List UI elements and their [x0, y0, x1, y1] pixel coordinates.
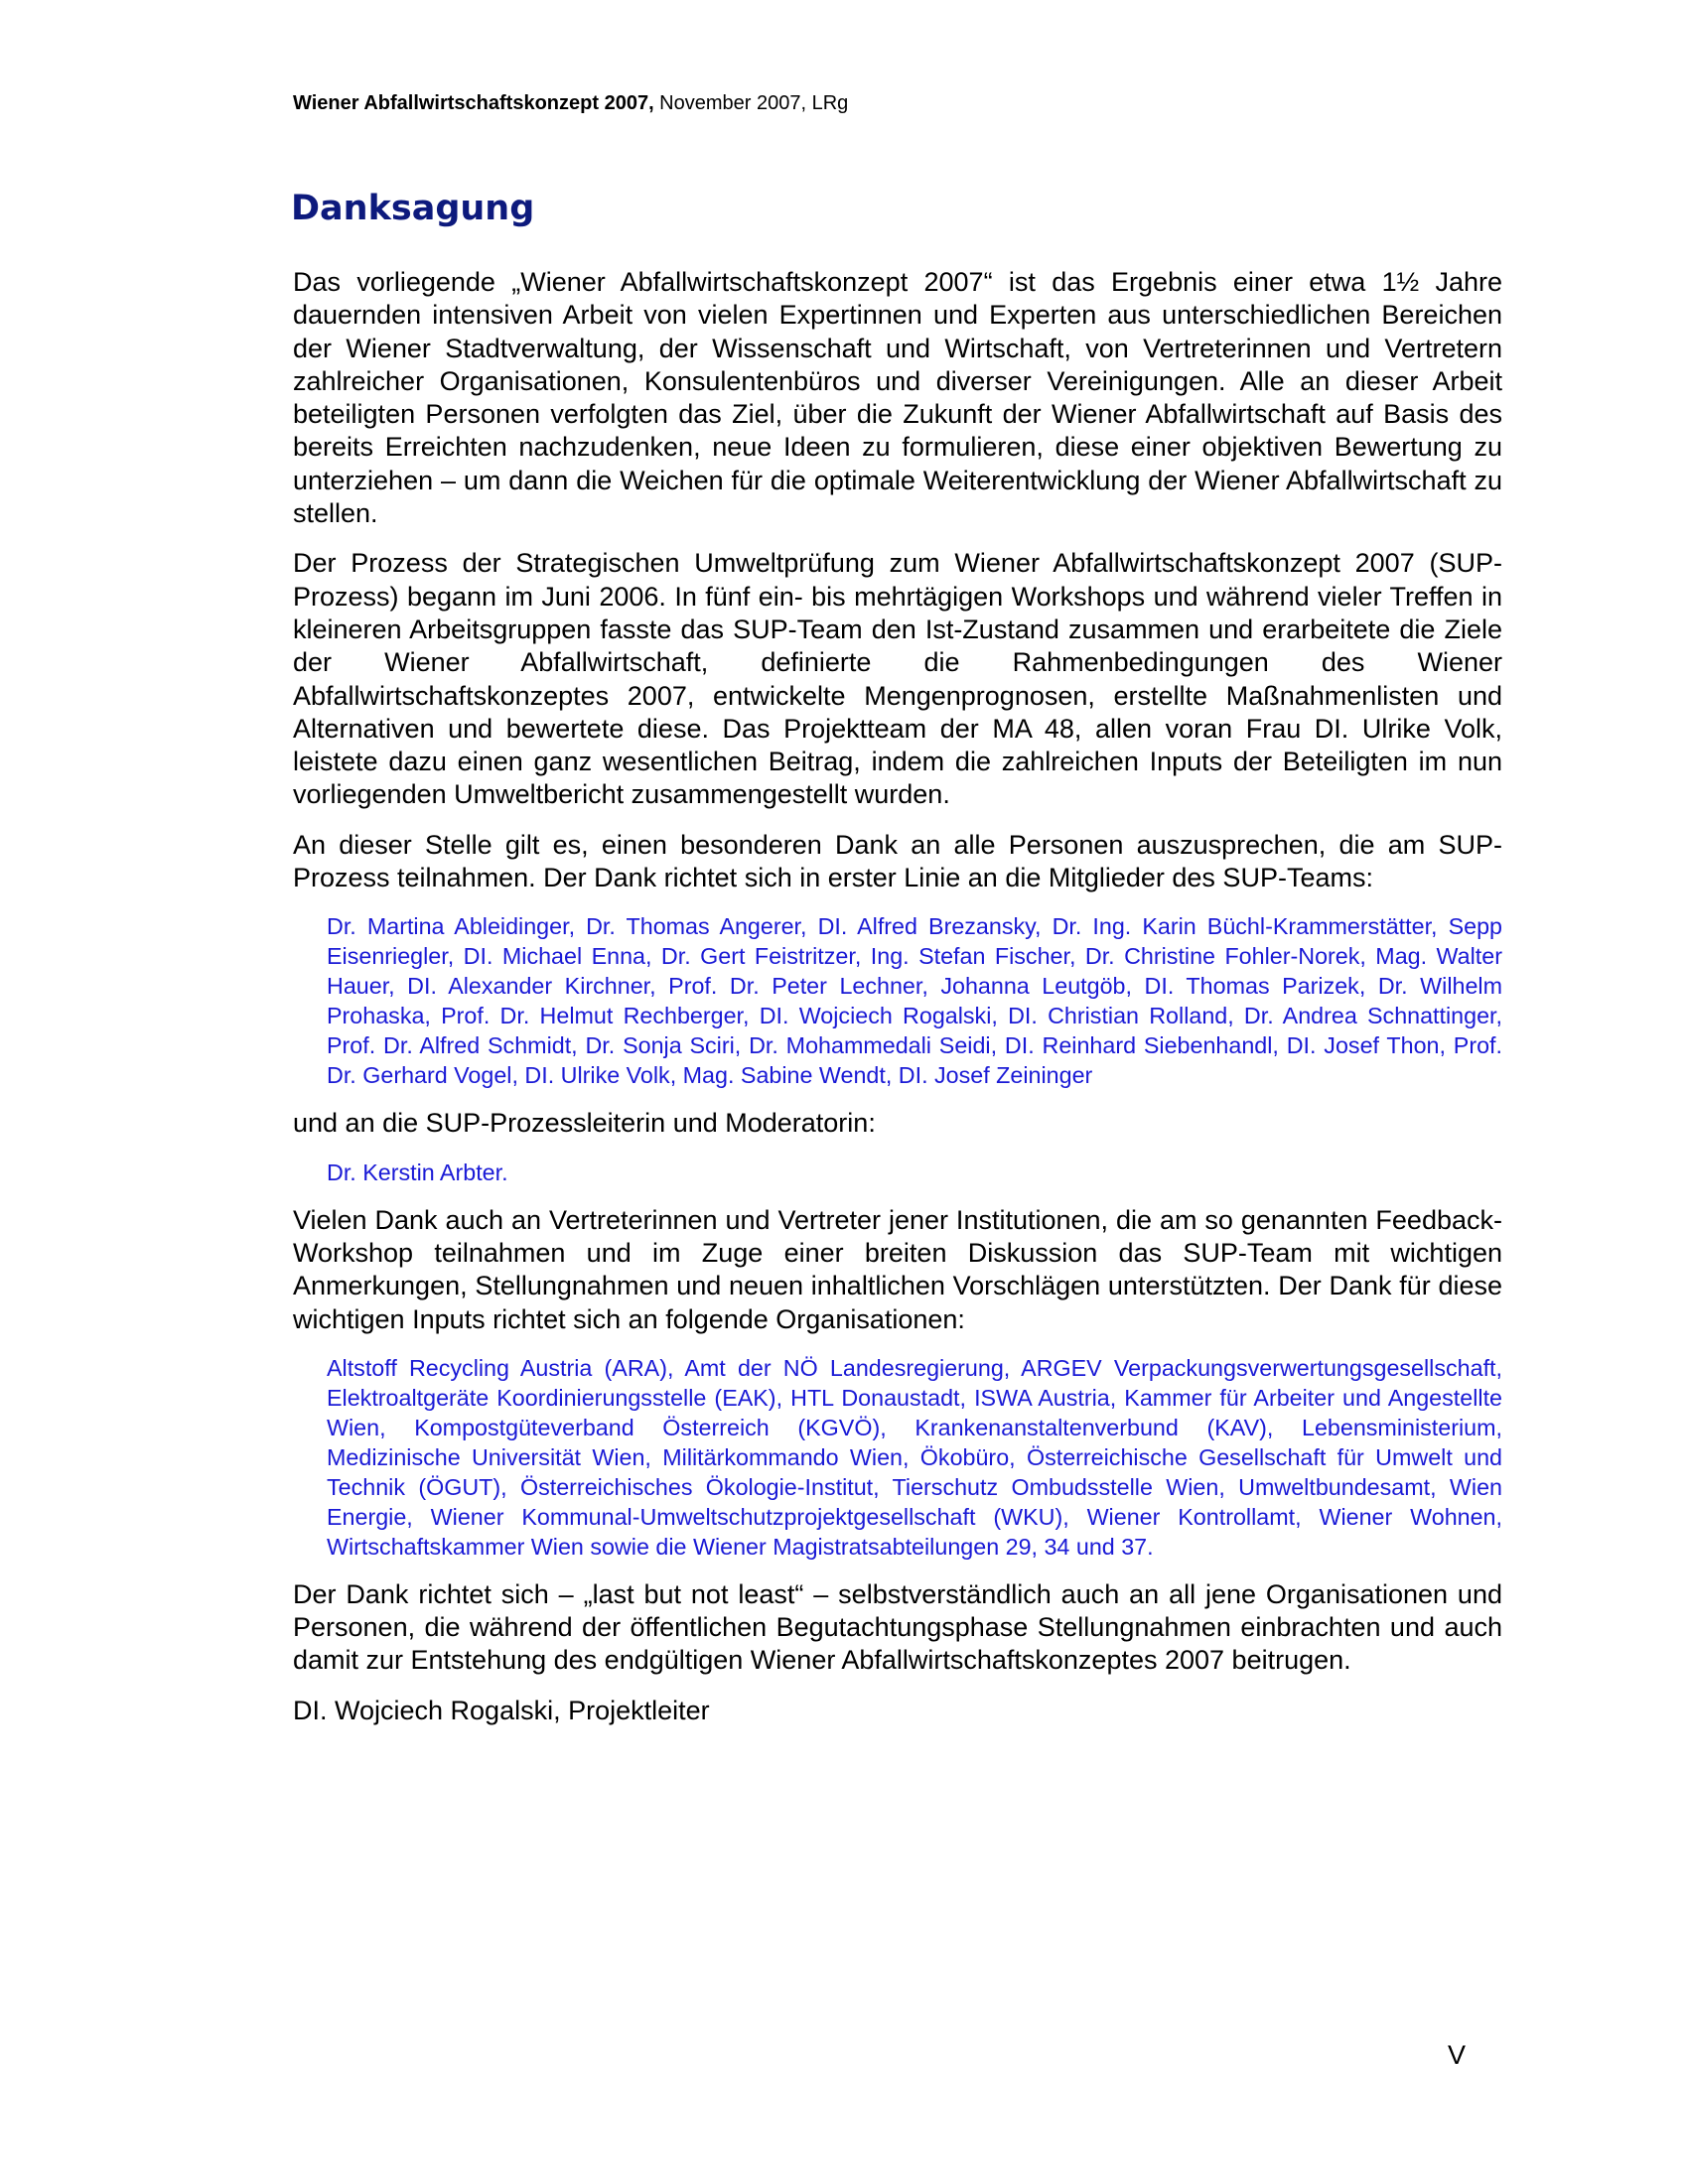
team-members-list: Dr. Martina Ableidinger, Dr. Thomas Angerer, DI. Alfred Brezansky, Dr. Ing. Karin Büchl-Krammerstätter, Sepp Eisenriegler, DI. Michael Enna, Dr. Gert Feistritzer, Ing. Stefan Fischer, Dr. Christine Fohler-Norek, Mag. Walter Hauer, DI. Alexander Kirchner, Prof. Dr. Peter Lechner, Johanna Leutgöb, DI. Thomas Parizek, Dr. Wilhelm Prohaska, Prof. Dr. Helmut Rechberger, DI. Wojciech Rogalski, DI. Christian Rolland, Dr. Andrea Schnattinger, Prof. Dr. Alfred Schmidt, Dr. Sonja Sciri, Dr. Mohammedali Seidi, DI. Reinhard Siebenhandl, DI. Josef Thon, Prof. Dr. Gerhard Vogel, DI. Ulrike Volk, Mag. Sabine Wendt, DI. Josef Zeininger [327, 913, 1502, 1089]
document-body [293, 266, 1502, 1727]
running-header [293, 91, 848, 115]
thanks-intro-paragraph: An dieser Stelle gilt es, einen besonderen Dank an alle Personen auszusprechen, die am SUP-Prozess teilnahmen. Der Dank richtet sich in erster Linie an die Mitglieder des SUP-Teams: [293, 829, 1502, 893]
closing-paragraph: Der Dank richtet sich – „last but not least“ – selbstverständlich auch an all jene Organisationen und Personen, die während der öffentlichen Begutachtungsphase Stellungnahmen einbrachten und auch damit zur Entstehung des endgültigen Wiener Abfallwirtschaftskonzeptes 2007 beitrugen. [293, 1578, 1502, 1676]
signature: DI. Wojciech Rogalski, Projektleiter [293, 1695, 710, 1725]
intro-paragraph: Das vorliegende „Wiener Abfallwirtschaftskonzept 2007“ ist das Ergebnis einer etwa 1½ Jahre dauernden intensiven Arbeit von vielen Expertinnen und Experten aus unterschiedlichen Bereichen der Wiener Stadtverwaltung, der Wissenschaft und Wirtschaft, von Vertreterinnen und Vertretern zahlreicher Organisationen, Konsulentenbüros und diverser Vereinigungen. Alle an dieser Arbeit beteiligten Personen verfolgten das Ziel, über die Zukunft der Wiener Abfallwirtschaft auf Basis des bereits Erreichten nachzudenken, neue Ideen zu formulieren, diese einer objektiven Bewertung zu unterziehen – um dann die Weichen für die optimale Weiterentwicklung der Wiener Abfallwirtschaft zu stellen. [293, 267, 1502, 529]
moderator-intro-paragraph: und an die SUP-Prozessleiterin und Moderatorin: [293, 1108, 876, 1139]
process-paragraph: Der Prozess der Strategischen Umweltprüfung zum Wiener Abfallwirtschaftskonzept 2007 (SUP-Prozess) begann im Juni 2006. In fünf ein- bis mehrtägigen Workshops und während vieler Treffen in kleineren Arbeitsgruppen fasste das SUP-Team den Ist-Zustand zusammen und erarbeitete die Ziele der Wiener Abfallwirtschaft, definierte die Rahmenbedingungen des Wiener Abfallwirtschaftskonzeptes 2007, entwickelte Mengenprognosen, erstellte Maßnahmenlisten und Alternativen und bewertete diese. Das Projektteam der MA 48, allen voran Frau DI. Ulrike Volk, leistete dazu einen ganz wesentlichen Beitrag, indem die zahlreichen Inputs der Beteiligten im nun vorliegenden Umweltbericht zusammengestellt wurden. [293, 548, 1502, 810]
organisations-list: Altstoff Recycling Austria (ARA), Amt der NÖ Landesregierung, ARGEV Verpackungsverwertungsgesellschaft, Elektroaltgeräte Koordinierungsstelle (EAK), HTL Donaustadt, ISWA Austria, Kammer für Arbeiter und Angestellte Wien, Kompostgüteverband Österreich (KGVÖ), Krankenanstaltenverbund (KAV), Lebensministerium, Medizinische Universität Wien, Militärkommando Wien, Ökobüro, Österreichische Gesellschaft für Umwelt und Technik (ÖGUT), Österreichisches Ökologie-Institut, Tierschutz Ombudsstelle Wien, Umweltbundesamt, Wien Energie, Wiener Kommunal-Umweltschutzprojektgesellschaft (WKU), Wiener Kontrollamt, Wiener Wohnen, Wirtschaftskammer Wien sowie die Wiener Magistratsabteilungen 29, 34 und 37. [327, 1354, 1502, 1560]
moderator-name: Dr. Kerstin Arbter. [327, 1159, 508, 1185]
page-title: Danksagung [291, 189, 535, 228]
page-number: V [1448, 2040, 1467, 2070]
header-document-title: Wiener Abfallwirtschaftskonzept 2007, [293, 92, 654, 114]
header-date-author: November 2007, LRg [653, 92, 849, 114]
feedback-paragraph: Vielen Dank auch an Vertreterinnen und Vertreter jener Institutionen, die am so genannten Feedback-Workshop teilnahmen und im Zuge einer breiten Diskussion das SUP-Team mit wichtigen Anmerkungen, Stellungnahmen und neuen inhaltlichen Vorschlägen unterstützten. Der Dank für diese wichtigen Inputs richtet sich an folgende Organisationen: [293, 1204, 1502, 1334]
